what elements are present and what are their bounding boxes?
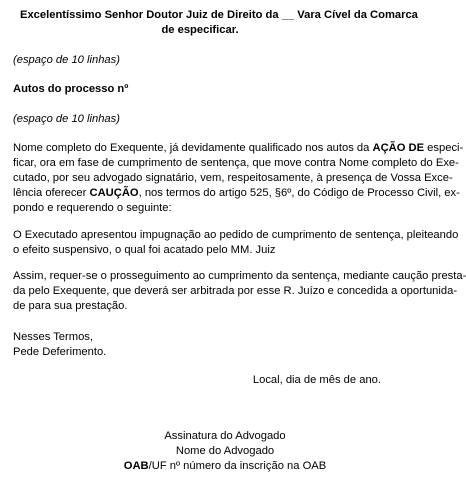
- paragraph-1-line-2: ficar, ora em fase de cumprimento de sentença, que move contra Nome completo do Exe-: [13, 157, 459, 169]
- paragraph-1-line-1: [13, 141, 464, 156]
- case-number-label: Autos do processo nº: [13, 83, 129, 95]
- paragraph-1-text-d: lência oferecer: [13, 187, 90, 199]
- signature-line-1: Assinatura do Advogado: [164, 430, 286, 442]
- paragraph-offer-caution: [13, 141, 464, 216]
- paragraph-impugnation: [13, 228, 459, 258]
- signature-line-2: Nome do Advogado: [175, 445, 275, 457]
- paragraph-1-text-c: especi-: [424, 142, 464, 154]
- paragraph-request: [13, 269, 466, 314]
- petition-header: [20, 8, 418, 38]
- paragraph-1-line-3: cutado, por seu advogado signatário, vem, respeitosamente, à presença de Vossa Exce-: [13, 172, 453, 184]
- place-and-date: Local, dia de mês de ano.: [252, 374, 381, 386]
- header-line-2: de especificar.: [161, 24, 239, 36]
- closing-line-2: Pede Deferimento.: [13, 346, 107, 358]
- paragraph-1-line-5: pondo e requerendo o seguinte:: [13, 202, 172, 214]
- spacing-note-2: (espaço de 10 linhas): [13, 113, 120, 125]
- header-line-1: Excelentíssimo Senhor Doutor Juiz de Direito da __ Vara Cível da Comarca: [20, 9, 418, 21]
- paragraph-3-line-2: da pelo Exequente, que deverá ser arbitrada por esse R. Juízo e concedida a oportunida-: [13, 285, 458, 297]
- paragraph-3-line-1: Assim, requer-se o prosseguimento ao cumprimento da sentença, mediante caução presta-: [13, 270, 466, 282]
- caution-label: CAUÇÃO: [89, 187, 139, 199]
- oab-number-text: /UF nº número da inscrição na OAB: [148, 460, 327, 472]
- spacing-note-1: (espaço de 10 linhas): [13, 54, 120, 66]
- oab-label: OAB: [123, 460, 149, 472]
- signature-line-3: [100, 459, 350, 474]
- paragraph-2-line-2: o efeito suspensivo, o qual foi acatado pelo MM. Juiz: [13, 244, 276, 256]
- paragraph-1-text-e: , nos termos do artigo 525, §6º, do Código de Processo Civil, ex-: [138, 187, 460, 199]
- closing-line-1: Nesses Termos,: [13, 331, 93, 343]
- action-type-label: AÇÃO DE: [372, 142, 425, 154]
- paragraph-2-line-1: O Executado apresentou impugnação ao pedido de cumprimento de sentença, pleiteando: [13, 229, 459, 241]
- paragraph-1-text-a: Nome completo do Exequente, já devidamente qualificado nos autos da: [13, 142, 373, 154]
- paragraph-1-line-4: [13, 186, 460, 201]
- signature-block: [100, 429, 350, 474]
- paragraph-3-line-3: de para sua prestação.: [13, 300, 128, 312]
- closing-formula: [13, 330, 387, 360]
